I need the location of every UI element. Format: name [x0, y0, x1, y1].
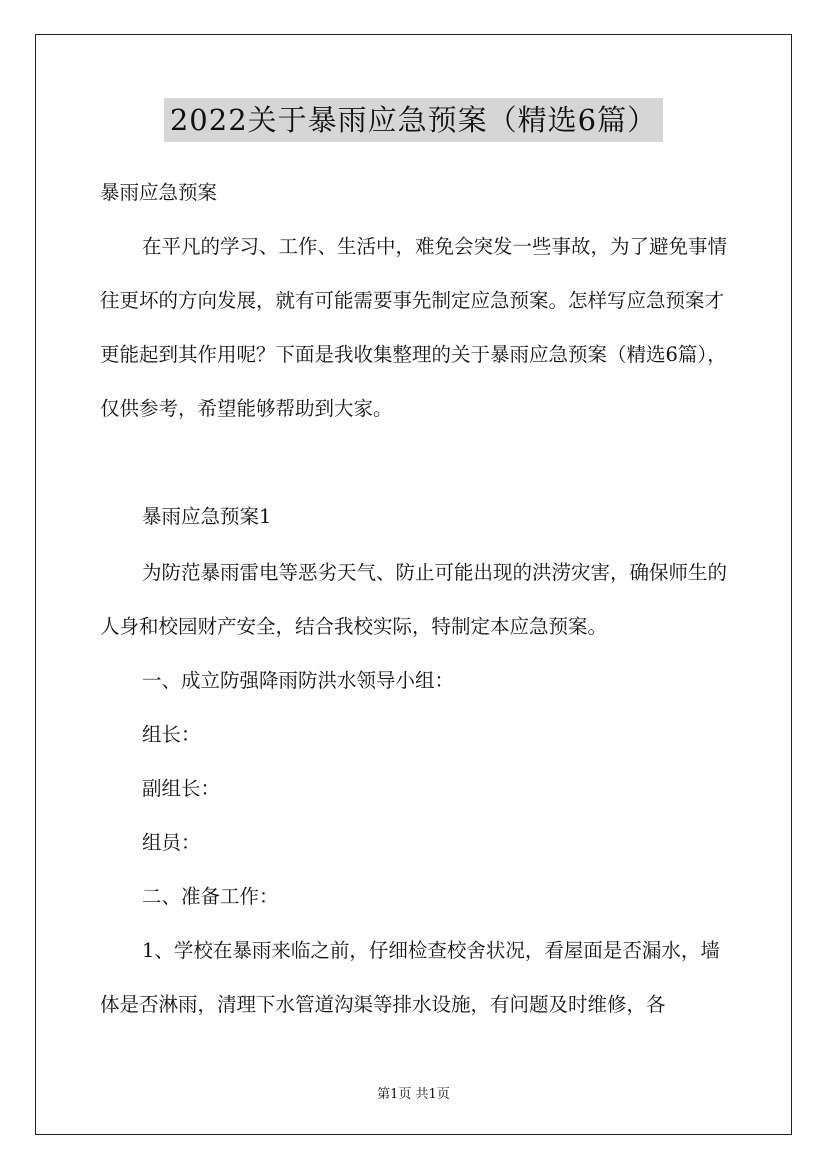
page-footer: 第1页 共1页	[377, 1087, 450, 1102]
leader-line: 组长：	[142, 723, 201, 746]
section-intro-paragraph: 为防范暴雨雷电等恶劣天气、防止可能出现的洪涝灾害，确保师生的人身和校园财产安全，结合我校实际，特制定本应急预案。	[100, 561, 728, 638]
item-2: 二、准备工作：	[142, 885, 279, 908]
document-subtitle: 暴雨应急预案	[100, 181, 218, 204]
deputy-leader-line: 副组长：	[142, 777, 221, 800]
intro-paragraph: 在平凡的学习、工作、生活中，难免会突发一些事故，为了避免事情往更坏的方向发展，就有可能需要事先制定应急预案。怎样写应急预案才更能起到其作用呢？下面是我收集整理的关于暴雨应急预案（精选6篇），仅供参考，希望能够帮助到大家。	[100, 235, 728, 420]
members-line: 组员：	[142, 831, 201, 854]
document-title: 2022关于暴雨应急预案（精选6篇）	[164, 98, 663, 142]
step-1-paragraph: 1、学校在暴雨来临之前，仔细检查校舍状况，看屋面是否漏水，墙体是否淋雨，清理下水管道沟渠等排水设施，有问题及时维修，各	[100, 939, 720, 1016]
title-container	[0, 98, 827, 142]
item-1: 一、成立防强降雨防洪水领导小组：	[142, 669, 455, 692]
section-heading: 暴雨应急预案1	[142, 505, 272, 528]
